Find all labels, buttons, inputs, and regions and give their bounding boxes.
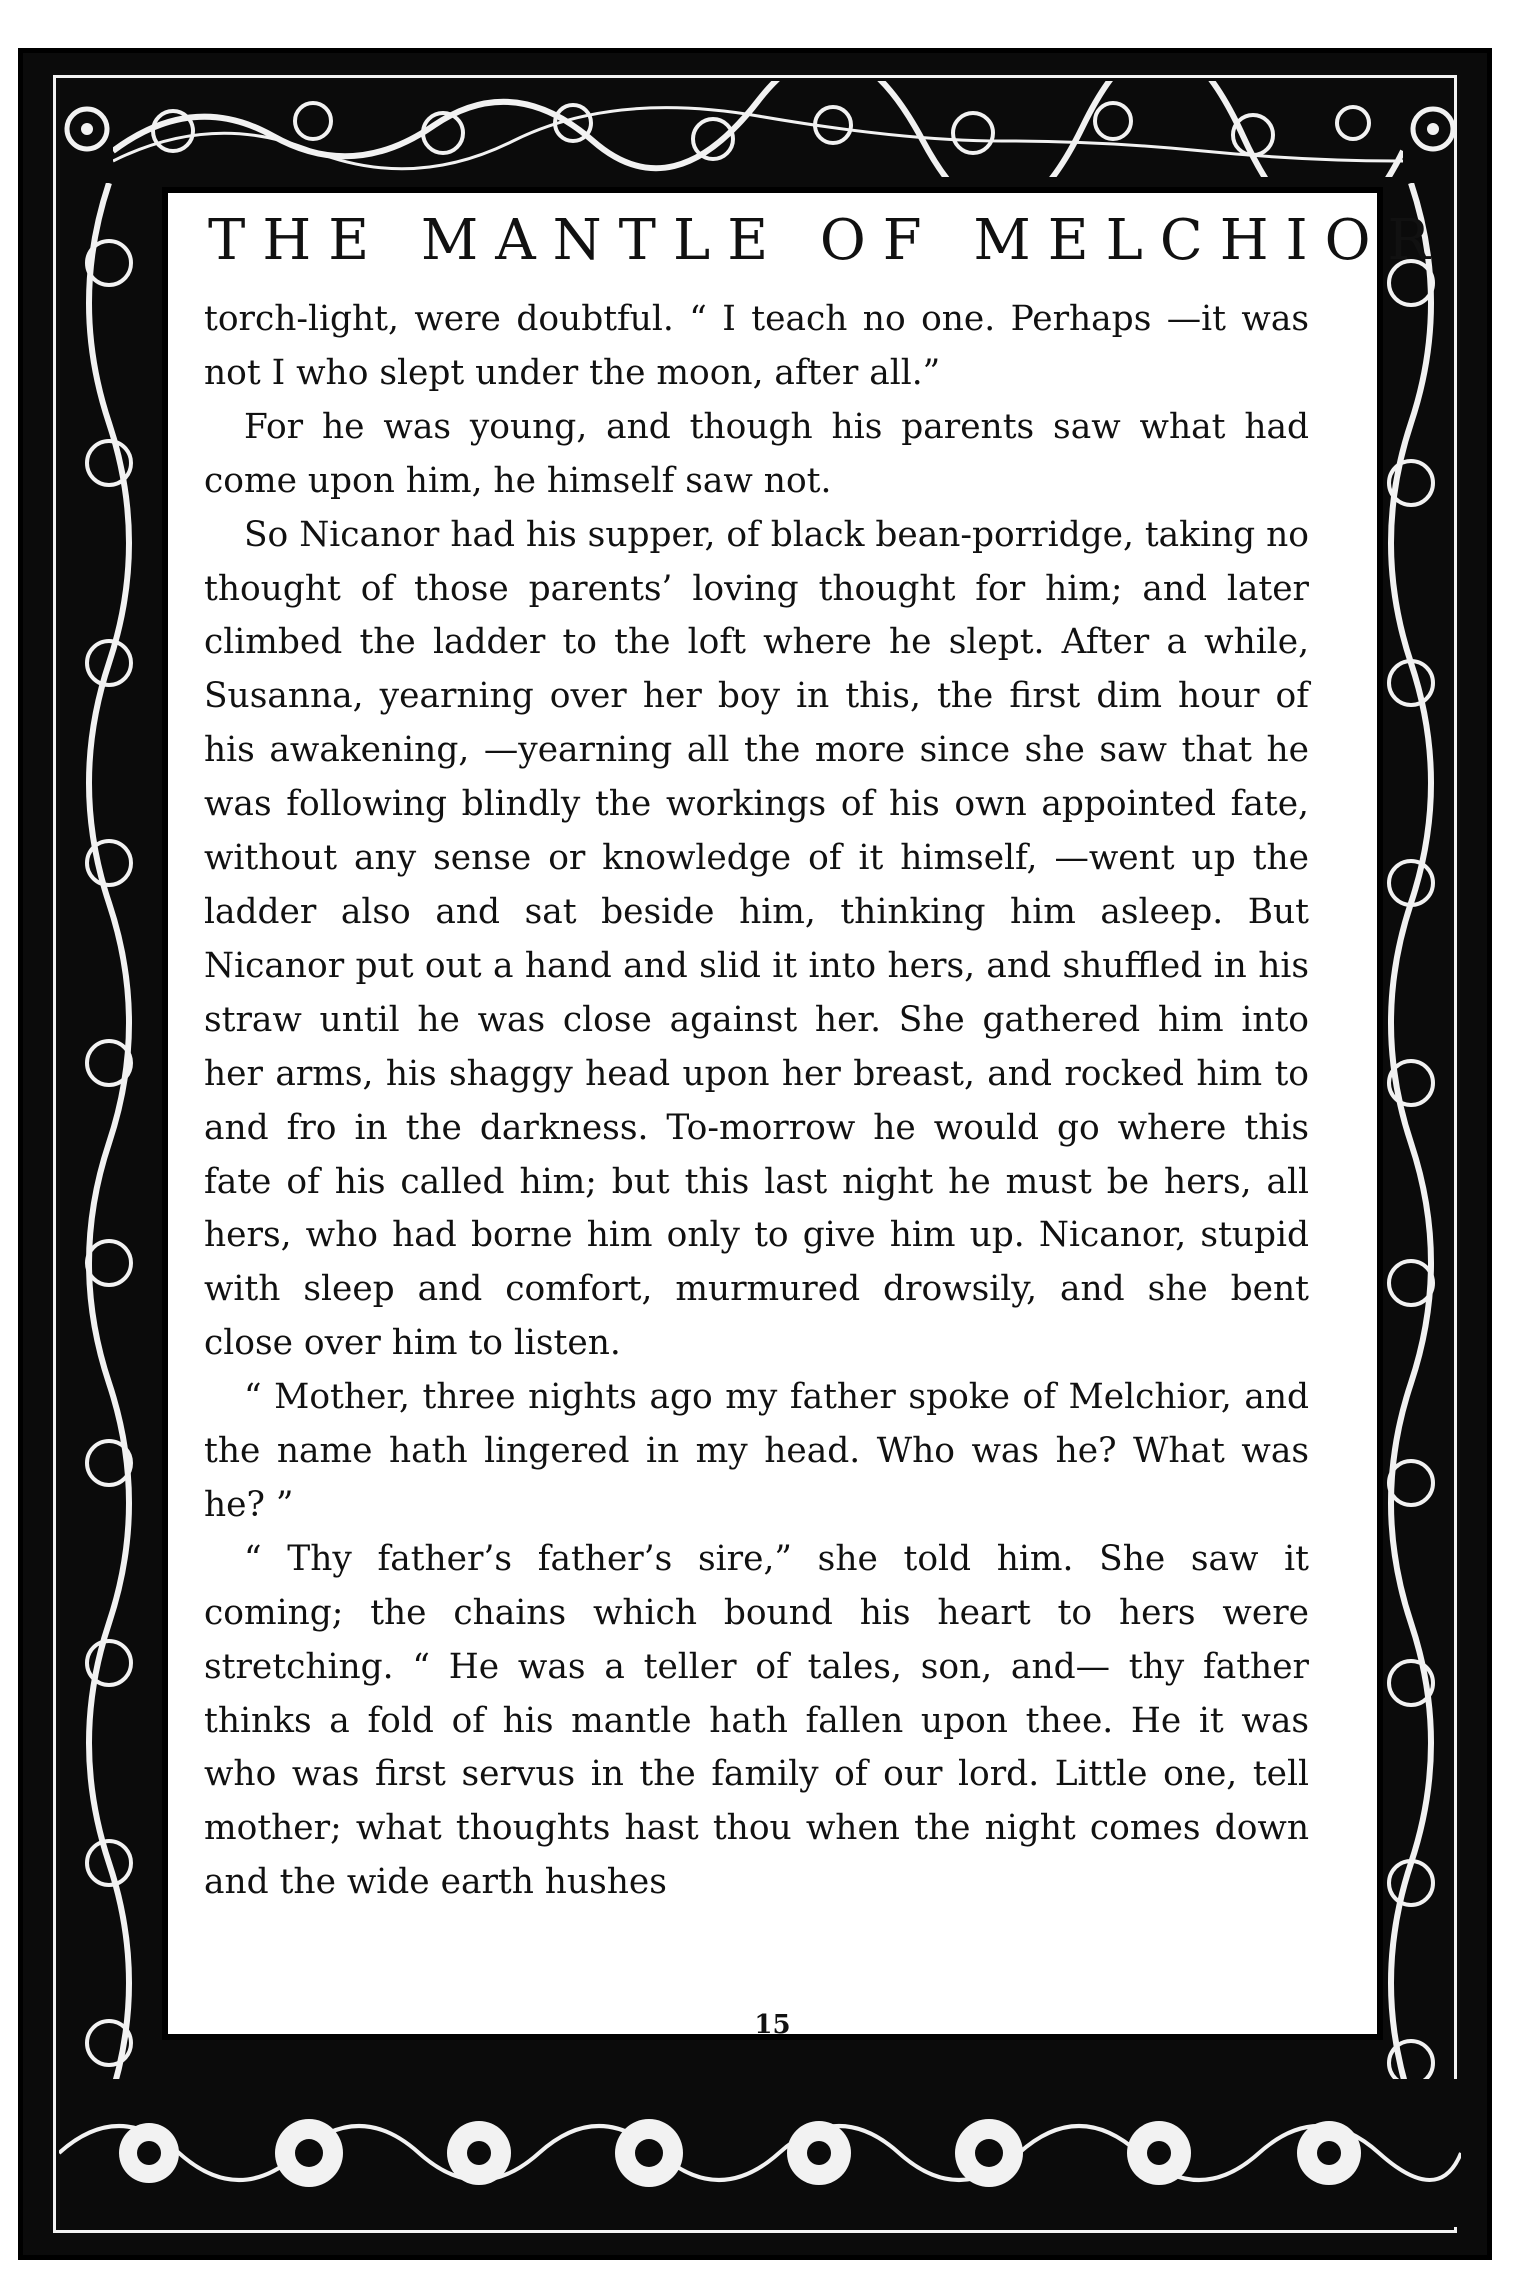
paragraph: torch-light, were doubtful. “ I teach no one. Perhaps —it was not I who slept under the moon, after all.”	[204, 299, 1309, 393]
top-left-rosette	[59, 81, 115, 177]
top-vine-ornament	[113, 81, 1403, 177]
body-text	[204, 293, 1309, 1910]
paragraph: For he was young, and though his parents saw what had come upon him, he himself saw not.	[204, 406, 1309, 501]
paragraph: So Nicanor had his supper, of black bean-porridge, taking no thought of those parents’ loving thought for him; and later climbed the ladder to the loft where he slept. After a while, Susanna, yearning over her boy in this, the first dim hour of his awakening, —yearning all the more since she saw that he was following blindly the workings of his own appointed fate, without any sense or knowledge of it himself, —went up the ladder also and sat beside him, thinking him asleep. But Nicanor put out a hand and slid it into hers, and shuffled in his straw until he was close against her. She gathered him into her arms, his shaggy head upon her breast, and rocked him to and fro in the darkness. To-morrow he would go where this fate of his called him; but this last night he must be hers, all hers, who had borne him only to give him up. Nicanor, stupid with sleep and comfort, murmured drowsily, and she bent close over him to listen.	[204, 514, 1309, 1364]
left-vine-ornament	[59, 183, 159, 2103]
text-panel	[162, 187, 1447, 2040]
paragraph: “ Mother, three nights ago my father spoke of Melchior, and the name hath lingered in my head. Who was he? What was he? ”	[204, 1377, 1309, 1525]
bottom-flower-ornament	[59, 2079, 1461, 2227]
top-right-rosette	[1405, 81, 1461, 177]
running-head: THE MANTLE OF MELCHIOR	[208, 208, 1447, 273]
page-number: 15	[754, 2010, 791, 2040]
paragraph: “ Thy father’s father’s sire,” she told him. She saw it coming; the chains which bound his heart to hers were stretching. “ He was a teller of tales, son, and— thy father thinks a fold of his mantle hath fallen upon thee. He it was who was first servus in the family of our lord. Little one, tell mother; what thoughts hast thou when the night comes down and the wide earth hushes	[204, 1538, 1309, 1903]
